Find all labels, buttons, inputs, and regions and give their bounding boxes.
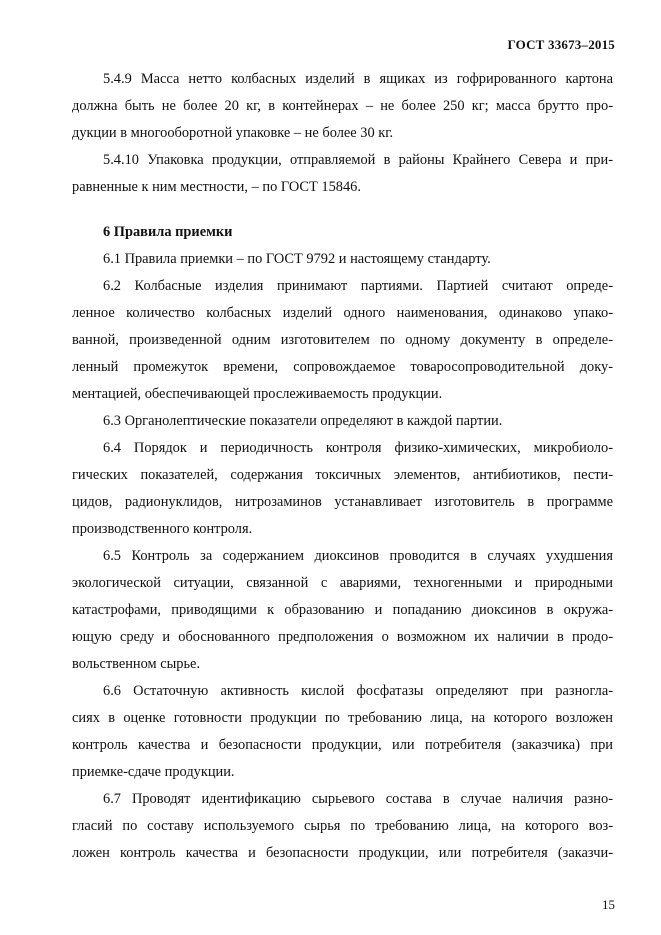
text-line: производственного контроля. [72,521,253,537]
text-line: 6.3 Органолептические показатели определяют в каждой партии. [103,413,503,429]
text-line: дукции в многооборотной упаковке – не более 30 кг. [72,125,394,141]
text-line: 5.4.10 Упаковка продукции, отправляемой в районы Крайнего Севера и при- [103,152,613,168]
text-line: гических показателей, содержания токсичных элементов, антибиотиков, пести- [72,467,613,483]
text-line: вольственном сырье. [72,656,201,672]
text-line: катастрофами, приводящими к образованию и попаданию диоксинов в окружа- [72,602,613,618]
text-line: ленный промежуток времени, сопровождаемое товаросопроводительной доку- [72,359,613,375]
text-line: равненные к ним местности, – по ГОСТ 15846. [72,179,361,195]
text-line: ментацией, обеспечивающей прослеживаемость продукции. [72,386,443,402]
paragraph [72,273,613,408]
text-line: 6.4 Порядок и периодичность контроля физико-химических, микробиоло- [103,440,613,456]
text-line: должна быть не более 20 кг, в контейнерах – не более 250 кг; масса брутто про- [72,98,613,114]
text-line: 6.5 Контроль за содержанием диоксинов проводится в случаях ухудшения [103,548,613,564]
paragraph [72,66,613,147]
paragraph [72,678,613,786]
text-line: приемке-сдаче продукции. [72,764,235,780]
paragraph [72,786,613,867]
paragraph [72,246,613,273]
paragraph [72,543,613,678]
text-line: ющую среду и обоснованного предположения о возможном их наличии в продо- [72,629,613,645]
document-body [72,66,613,867]
text-line: ванной, произведенной одним изготовителем по одному документу в определе- [72,332,613,348]
text-line: контроль качества и безопасности продукции, или потребителя (заказчика) при [72,737,613,753]
text-line: 6.2 Колбасные изделия принимают партиями. Партией считают опреде- [103,278,613,294]
text-line: сиях в оценке готовности продукции по требованию лица, на которого возложен [72,710,613,726]
document-header: ГОСТ 33673–2015 [507,37,615,52]
page-number: 15 [602,897,615,912]
text-line: экологической ситуации, связанной с авариями, техногенными и природными [72,575,613,591]
section-heading: 6 Правила приемки [103,224,233,240]
text-line: гласий по составу используемого сырья по требованию лица, на которого воз- [72,818,613,834]
paragraph [72,435,613,543]
text-line: 6.1 Правила приемки – по ГОСТ 9792 и настоящему стандарту. [103,251,491,267]
text-line: 5.4.9 Масса нетто колбасных изделий в ящиках из гофрированного картона [103,71,613,87]
text-line: ложен контроль качества и безопасности продукции, или потребителя (заказчи- [72,845,613,861]
paragraph [72,147,613,201]
text-line: 6.7 Проводят идентификацию сырьевого состава в случае наличия разно- [103,791,613,807]
text-line: цидов, радионуклидов, нитрозаминов устанавливает изготовитель в программе [72,494,613,510]
text-line: ленное количество колбасных изделий одного наименования, одинаково упако- [72,305,613,321]
paragraph [72,408,613,435]
text-line: 6.6 Остаточную активность кислой фосфатазы определяют при разногла- [103,683,613,699]
